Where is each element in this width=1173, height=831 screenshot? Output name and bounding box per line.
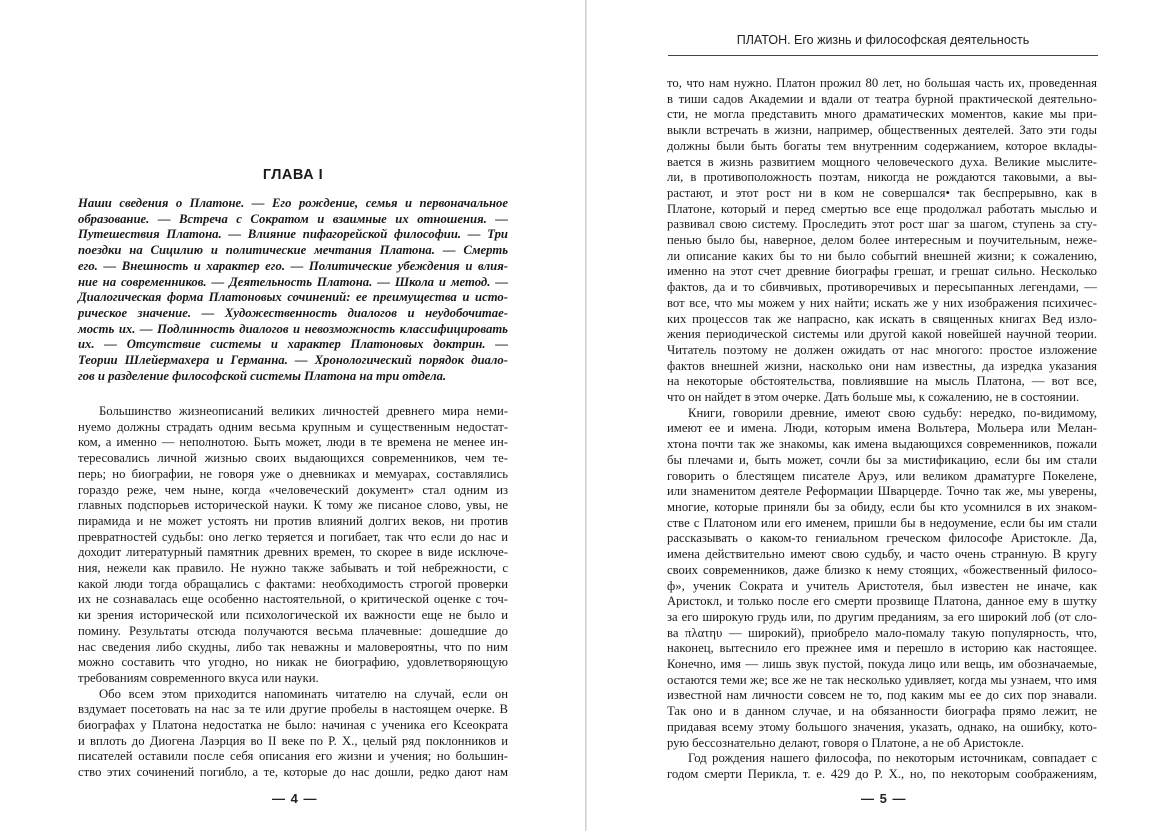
- body-line: известной нам личности совсем не то, под каким мы ее до сих пор знавали.: [667, 688, 1097, 703]
- body-line: вается в жизнь развитием мощного человеческого духа. Великие мыслите-: [667, 154, 1097, 169]
- left-body-text: [78, 404, 508, 781]
- body-line: перь; но биографии, не говоря уже о дневниках и мемуарах, составлялись: [78, 466, 508, 481]
- summary-line: гов и разделение философской системы Платона на три отдела.: [78, 368, 447, 383]
- body-line: писателей оставили после себя описания его жизни и учения; но большин-: [78, 749, 508, 764]
- body-line: пенью было бы, наверное, делом более интересным и поучительным, нежe-: [667, 233, 1097, 248]
- body-line: фактов внешней жизни, насколько они нам известны, да изредка указания: [667, 358, 1097, 373]
- body-line: своих современников, даже близко к нему стоящих, «божественный филосо-: [667, 562, 1097, 577]
- body-line: ких процессов так же напрасно, как искать в священных книгах Вед изло-: [667, 311, 1097, 326]
- body-line: фактов, да и то сбивчивых, противоречивых и пересыпанных легендами, —: [667, 280, 1097, 295]
- body-line: растают, и этот рост ни в ком не совершался• так беспрерывно, как в: [667, 185, 1097, 200]
- book-gutter: [585, 0, 587, 831]
- summary-line: Диалогическая форма Платоновых сочинений: ее преимущества и исто-: [78, 290, 508, 305]
- body-line: ком, а именно — неполнотою. Быть может, люди в те времена не менее ин-: [78, 435, 508, 450]
- body-line: требованиям современного вкуса или науки.: [78, 670, 319, 685]
- body-line: имеют ее и имена. Люди, которым имена Вольтера, Мольера или Мелан-: [667, 421, 1097, 436]
- body-line: придавая всему этому большого значения, указать, однако, на ошибку, кото-: [667, 719, 1097, 734]
- body-line: вот все, что мы можем у них найти; искать же у них изображения психичес-: [667, 295, 1097, 310]
- body-line: помину. Результаты отсюда получаются весьма плачевные: дошедшие до: [78, 623, 508, 638]
- body-line: вздумает посетовать на нас за те или другие пробелы в настоящем очерке. В: [78, 702, 508, 717]
- page-number-left: — 4 —: [272, 791, 318, 806]
- summary-line: Наши сведения о Платоне. — Его рождение, семья и первоначальное: [78, 196, 508, 210]
- running-head: ПЛАТОН. Его жизнь и философская деятельность: [736, 33, 1030, 47]
- page-number-right: — 5 —: [861, 791, 907, 806]
- body-line: Большинство жизнеописаний великих личностей древнего мира неми-: [99, 404, 508, 418]
- body-line: Так оно и в данном случае, и на обязанности биографа прямо лежит, не: [667, 704, 1097, 719]
- summary-line: ние на современников. — Деятельность Платона. — Школа и метод. —: [78, 274, 508, 289]
- body-line: Год рождения нашего философа, по некоторым источникам, совпадает с: [688, 751, 1097, 766]
- body-line: ния, нежели как правило. Не нужно также забывать и той небрежности, с: [78, 561, 508, 576]
- body-line: тересовались личной жизнью своих выдающихся современников, чем те-: [78, 451, 508, 466]
- body-line: нуемо должны страдать одним весьма крупным и существенным недостат-: [78, 419, 508, 434]
- body-line: жения периодической системы или другой какой новейшей научной теории.: [667, 327, 1097, 342]
- summary-line: его. — Внешность и характер его. — Политические убеждения и влия-: [78, 258, 508, 273]
- body-line: многие, которые приняли бы за обиду, если бы кто усомнился в их знаком-: [667, 499, 1097, 514]
- body-line: Книги, говорили древние, имеют свою судьбу: нередко, по-видимому,: [688, 405, 1097, 420]
- body-line: гораздо реже, чем ныне, когда «человеческий документ» стал одним из: [78, 482, 508, 497]
- body-line: или знаменитом деятеле Реформации Шварцерде. Точно так же, мы уверены,: [667, 484, 1097, 499]
- body-line: за его широкую грудь или, по другим преданиям, за его широкий лоб (от сло-: [667, 609, 1097, 624]
- body-line: биографах у Платона недостатка не было: начиная с ученика его Ксеократа: [78, 718, 508, 733]
- body-line: какой люди тогда обращались с фактами: необходимость строгой проверки: [78, 576, 508, 591]
- summary-line: Теории Шлейермахера и Германна. — Хронологический порядок диало-: [78, 353, 508, 368]
- body-line: можно составить что угодно, но никак не биографию, удовлетворяющую: [78, 655, 508, 670]
- body-line: ство этих сочинений погибло, а те, которые до нас дошли, редко дают нам: [78, 765, 508, 780]
- body-line: превратностей судьбы: оно легко теряется и погибает, так что если до нас и: [78, 529, 508, 544]
- body-line: Читатель поэтому не должен ожидать от нас многого: простое изложение: [667, 342, 1097, 357]
- body-line: стве с Платоном или его именем, пришли бы в недоумение, если бы им стали: [667, 515, 1097, 530]
- summary-line: рическое значение. — Художественность диалогов и неудобочитае-: [78, 305, 508, 320]
- body-line: должны были быть богаты тем внутренним содержанием, которое вклады-: [667, 138, 1097, 153]
- body-line: наконец, вытеснило его прежнее имя и перешло в историю как настоящее.: [667, 641, 1097, 656]
- body-line: рассказывать о каком-то гениальном греческом философе Аристокле. Да,: [667, 531, 1097, 546]
- body-line: ли описание каких бы то ни было событий внешней жизни; к сожалению,: [667, 248, 1097, 263]
- body-line: рую бессознательно делают, говоря о Платоне, а не об Аристокле.: [667, 735, 1024, 750]
- running-head-rule: [668, 55, 1098, 56]
- body-line: ли, в противоположность поэтам, никогда не рождаются таковыми, а вы-: [667, 170, 1097, 185]
- body-line: ва πλατηυ — широкий), приобрело мало-помалу такую популярность, что,: [667, 625, 1097, 640]
- body-line: ки зрения исторической или психологической их важности еще не было и: [78, 608, 508, 623]
- body-line: что он найдет в этом очерке. Дать больше мы, к сожалению, не в состоянии.: [667, 390, 1080, 405]
- body-line: имена действительно имеют свою судьбу, и часто очень странную. В кругу: [667, 547, 1097, 562]
- body-line: в тиши садов Академии и вдали от театра бурной практической деятельно-: [667, 91, 1097, 106]
- body-line: пирамида и не может устоять ни против влияний долгих веков, ни против: [78, 513, 508, 528]
- body-line: Платоне, который и перед смертью все еще продолжал работать мыслью и: [667, 201, 1097, 216]
- body-line: Аристокл, и только после его смерти прозвище Платона, данное ему в шутку: [667, 594, 1097, 609]
- body-line: Обо всем этом приходится напоминать читателю на случай, если он: [99, 686, 508, 701]
- summary-line: поездки на Сицилию и политические мечтания Платона. — Смерть: [78, 243, 508, 258]
- summary-line: Путешествия Платона. — Влияние пифагорейской философии. — Три: [78, 227, 508, 242]
- chapter-summary: [78, 196, 508, 384]
- body-line: нас сведения либо скудны, либо так неважны и маловероятны, что по ним: [78, 639, 508, 654]
- summary-line: их. — Отсутствие системы и характер Платоновых доктрин. —: [78, 337, 508, 352]
- summary-line: мость их. — Подлинность диалогов и невозможность классифицировать: [78, 321, 508, 336]
- body-line: ф», ученик Сократа и учитель Аристотеля, был известен не иначе, как: [667, 578, 1097, 593]
- body-line: бы плечами и, быть может, сочли бы за мистификацию, если бы им стали: [667, 452, 1097, 467]
- body-line: и вплоть до Диогена Лаэрция во II веке по Р. Х., целый ряд поклонников и: [78, 733, 508, 748]
- body-line: доходит литературный памятник древних времен, то скорее в виде исключе-: [78, 545, 508, 560]
- body-line: именно на этот счет древние биографы грешат, и грешат сильно. Несколько: [667, 264, 1097, 279]
- body-line: годом смерти Перикла, т. е. 429 до Р. Х., но, по некоторым соображениям,: [667, 766, 1097, 781]
- summary-line: образование. — Встреча с Сократом и взаимные их отношения. —: [78, 211, 508, 226]
- body-line: то, что нам нужно. Платон прожил 80 лет, но большая часть их, проведенная: [667, 76, 1097, 90]
- body-line: Конечно, имя — лишь звук пустой, покуда лицо или вещь, им обозначаемые,: [667, 657, 1097, 672]
- body-line: говорить о блестящем писателе Аруэ, или великом драматурге Покелене,: [667, 468, 1097, 483]
- right-body-text: [667, 76, 1097, 783]
- body-line: остаются теми же; все же не так несколько удивляет, когда мы узнаем, что имя: [667, 672, 1097, 687]
- body-line: главных подспорьев исторической науки. К тому же писаное слово, увы, не: [78, 498, 508, 513]
- body-line: их не сознавалась еще особенно настоятельной, о критической оценке с точ-: [78, 592, 508, 607]
- body-line: сти, не могла представить много драматических моментов, какие мы при-: [667, 107, 1097, 122]
- body-line: выкли встречать в жизни, например, общественных деятелей. Зато эти годы: [667, 123, 1097, 138]
- body-line: на некоторые обстоятельства, повлиявшие на мысль Платона, — вот все,: [667, 374, 1097, 389]
- body-line: хтона почти так же знакомы, как имена выдающихся современников, пожали: [667, 437, 1097, 452]
- chapter-title: ГЛАВА I: [262, 167, 324, 183]
- body-line: развивал свою систему. Проследить этот рост шаг за шагом, ступень за сту-: [667, 217, 1097, 232]
